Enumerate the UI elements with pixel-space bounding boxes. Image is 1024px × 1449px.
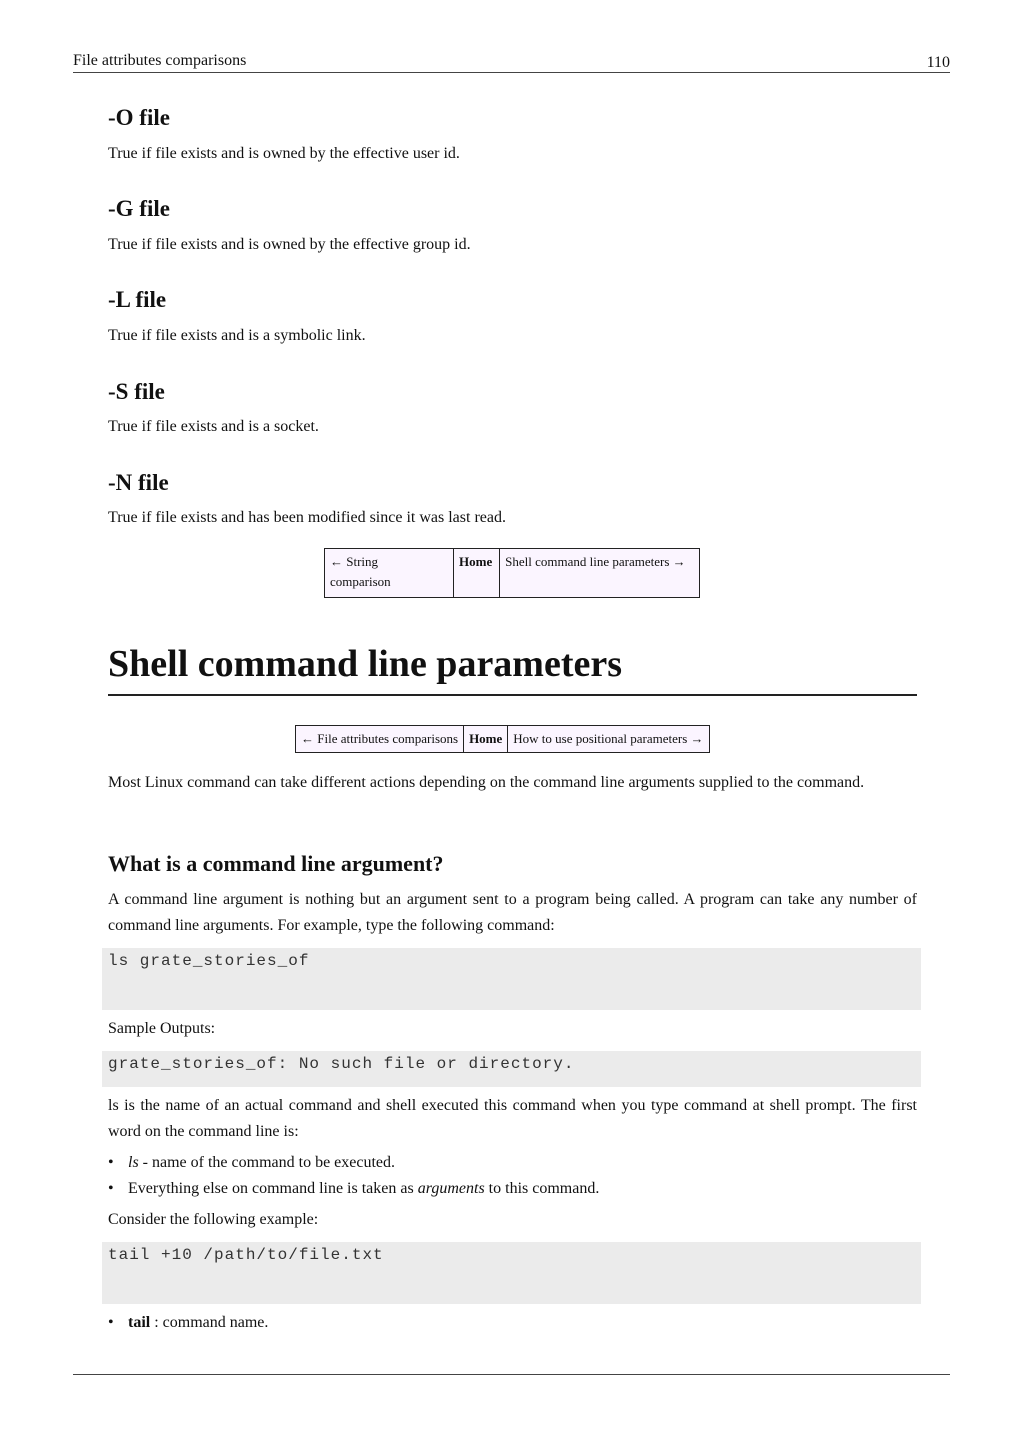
- section-text-s: True if file exists and is a socket.: [108, 418, 319, 435]
- subheading: What is a command line argument?: [108, 851, 444, 876]
- nav-prev-line2: comparison: [330, 574, 391, 589]
- code-block-2: grate_stories_of: No such file or directory.: [102, 1051, 921, 1087]
- sample-outputs-label: Sample Outputs:: [108, 1020, 216, 1037]
- bullet-1-em: ls: [128, 1154, 139, 1171]
- section-text-l: True if file exists and is a symbolic link.: [108, 327, 366, 344]
- page-number: 110: [926, 54, 950, 71]
- chapter-title: Shell command line parameters: [108, 640, 917, 696]
- section-heading-l: -L file: [108, 287, 167, 312]
- header-title: File attributes comparisons: [73, 52, 247, 69]
- nav-prev-link[interactable]: [325, 549, 454, 598]
- section-heading-o: -O file: [108, 105, 170, 130]
- section-heading-s: -S file: [108, 379, 165, 404]
- bullet-dot: •: [108, 1154, 114, 1171]
- navigation-box-chapter: [295, 725, 710, 753]
- nav-home-link[interactable]: Home: [454, 549, 500, 598]
- bullet-2-em: arguments: [417, 1180, 485, 1197]
- navigation-box-top: [324, 548, 700, 598]
- section-heading-g: -G file: [108, 196, 170, 221]
- bullet-item-2: [108, 1176, 599, 1202]
- nav2-home-link[interactable]: Home: [464, 726, 508, 753]
- bullet-2-rest: to this command.: [484, 1180, 600, 1197]
- bullet-1-text: - name of the command to be executed.: [138, 1154, 396, 1171]
- bullet-dot: •: [108, 1180, 114, 1197]
- code-block-1: ls grate_stories_of: [102, 948, 921, 1010]
- section-text-n: True if file exists and has been modified since it was last read.: [108, 509, 506, 526]
- section-heading-n: -N file: [108, 470, 169, 495]
- bullet-item-1: [108, 1150, 395, 1176]
- section-text-o: True if file exists and is owned by the effective user id.: [108, 145, 460, 162]
- bullet-2-pre: Everything else on command line is taken as: [128, 1180, 418, 1197]
- nav-next-link[interactable]: Shell command line parameters →: [500, 549, 700, 598]
- bullet-tail-strong: tail: [128, 1314, 151, 1331]
- bullet-dot: •: [108, 1314, 114, 1331]
- bullet-item-tail: [108, 1310, 268, 1336]
- page-footer-rule: [73, 1374, 950, 1375]
- paragraph-1: A command line argument is nothing but an argument sent to a program being called. A program can take any number of command line arguments. For example, type the following command:: [108, 891, 917, 934]
- paragraph-3: Consider the following example:: [108, 1211, 319, 1228]
- nav-prev-line1: ← String: [330, 554, 379, 569]
- intro-paragraph: Most Linux command can take different actions depending on the command line arguments supplied to the command.: [108, 774, 865, 791]
- nav2-prev-link[interactable]: ← File attributes comparisons: [296, 726, 464, 753]
- paragraph-2: ls is the name of an actual command and shell executed this command when you type command at shell prompt. The first word on the command line is:: [108, 1097, 917, 1140]
- section-text-g: True if file exists and is owned by the effective group id.: [108, 236, 471, 253]
- bullet-tail-rest: : command name.: [150, 1314, 269, 1331]
- code-block-3: tail +10 /path/to/file.txt: [102, 1242, 921, 1304]
- nav2-next-link[interactable]: How to use positional parameters →: [508, 726, 709, 753]
- page-header: [73, 50, 950, 73]
